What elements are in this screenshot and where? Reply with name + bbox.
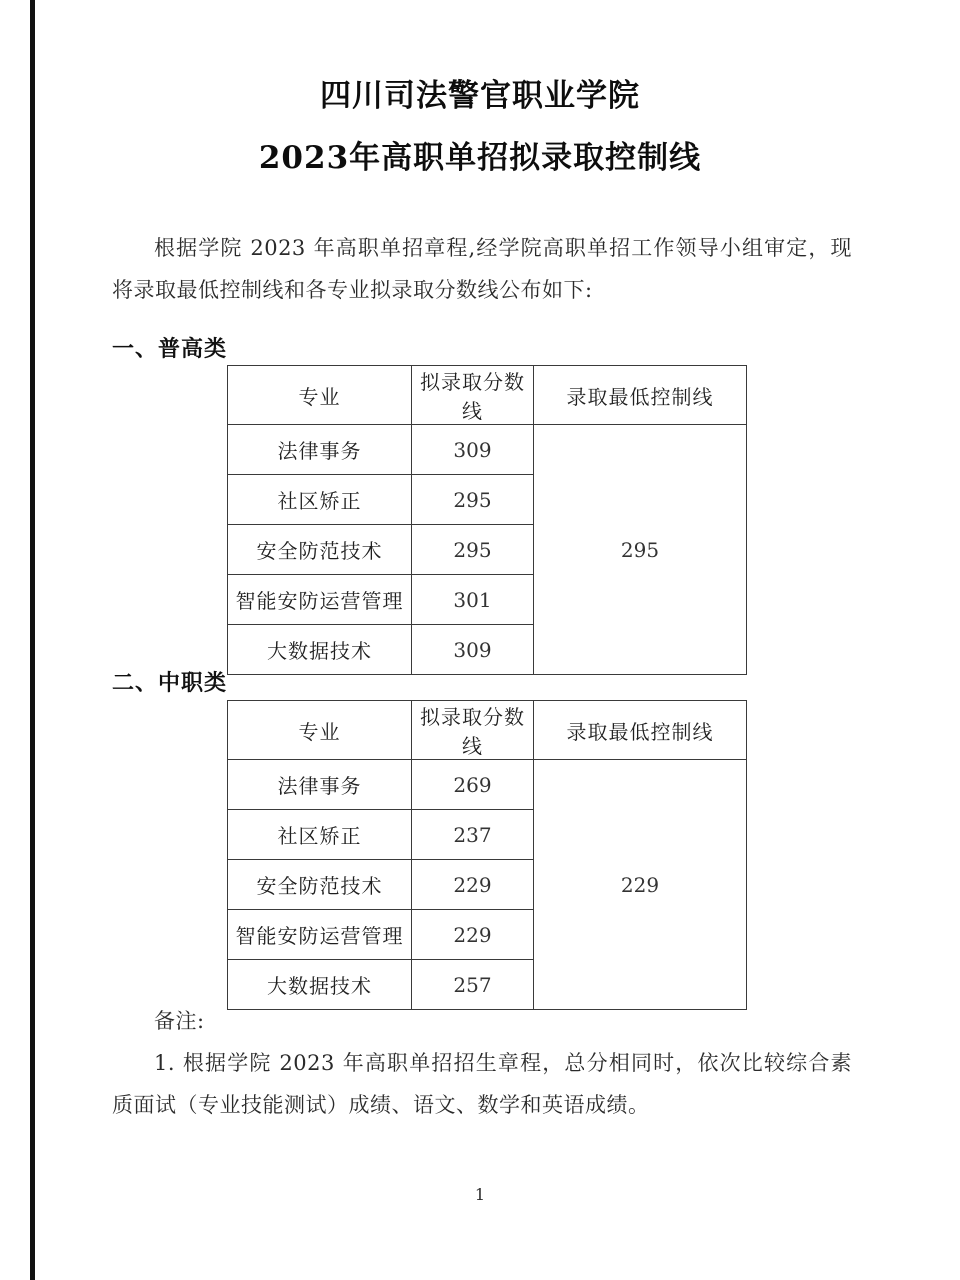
cell-major: 法律事务 [228, 425, 412, 475]
score-table-vocational-school [227, 700, 747, 1010]
column-header-score: 拟录取分数线 [412, 366, 534, 425]
column-header-cutoff: 录取最低控制线 [534, 701, 747, 760]
cell-major: 社区矫正 [228, 810, 412, 860]
cell-major: 大数据技术 [228, 625, 412, 675]
cell-score: 301 [412, 575, 534, 625]
document-title-line-1: 四川司法警官职业学院 [320, 78, 640, 114]
cell-cutoff: 295 [534, 425, 747, 675]
table-row [228, 425, 747, 475]
section-heading-general-high-school: 一、普高类 [112, 336, 228, 362]
cell-score: 295 [412, 475, 534, 525]
cell-major: 安全防范技术 [228, 525, 412, 575]
column-header-cutoff: 录取最低控制线 [534, 366, 747, 425]
document-title-line-2: 2023年高职单招拟录取控制线 [258, 140, 702, 176]
cell-score: 229 [412, 860, 534, 910]
cell-score: 229 [412, 910, 534, 960]
notes-item-1: 1. 根据学院 2023 年高职单招招生章程，总分相同时，依次比较综合素质面试（专业技能测试）成绩、语文、数学和英语成绩。 [112, 1051, 852, 1117]
cell-major: 智能安防运营管理 [228, 910, 412, 960]
cell-cutoff: 229 [534, 760, 747, 1010]
table-header-row [228, 701, 747, 760]
column-header-score: 拟录取分数线 [412, 701, 534, 760]
cell-major: 安全防范技术 [228, 860, 412, 910]
cell-major: 智能安防运营管理 [228, 575, 412, 625]
cell-score: 309 [412, 625, 534, 675]
score-table-general-high-school [227, 365, 747, 675]
column-header-major: 专业 [228, 366, 412, 425]
column-header-major: 专业 [228, 701, 412, 760]
cell-score: 295 [412, 525, 534, 575]
cell-score: 257 [412, 960, 534, 1010]
cell-major: 大数据技术 [228, 960, 412, 1010]
table-row [228, 760, 747, 810]
section-heading-vocational-school: 二、中职类 [112, 670, 228, 696]
page-number: 1 [474, 1185, 486, 1204]
cell-major: 法律事务 [228, 760, 412, 810]
table-header-row [228, 366, 747, 425]
cell-score: 269 [412, 760, 534, 810]
cell-score: 309 [412, 425, 534, 475]
cell-score: 237 [412, 810, 534, 860]
notes-label: 备注: [154, 1009, 205, 1033]
intro-paragraph: 根据学院 2023 年高职单招章程,经学院高职单招工作领导小组审定，现将录取最低控制线和各专业拟录取分数线公布如下: [112, 236, 852, 302]
cell-major: 社区矫正 [228, 475, 412, 525]
